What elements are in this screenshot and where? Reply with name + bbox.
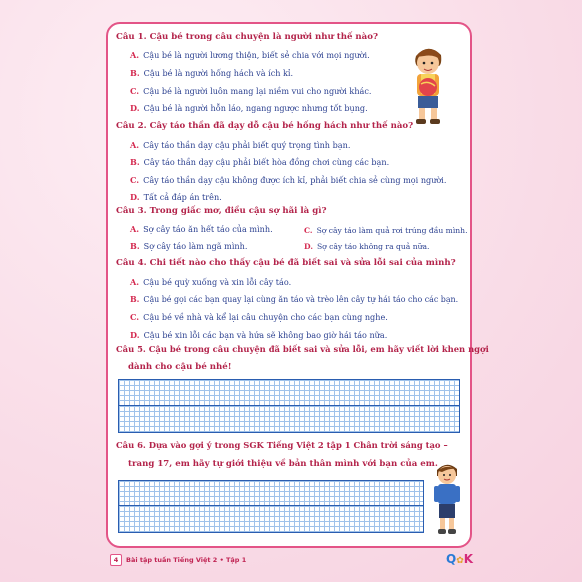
q3-option-a[interactable]: A. Sợ cây táo ăn hết táo của mình. xyxy=(130,224,273,234)
q1-option-a[interactable]: A. Cậu bé là người lương thiện, biết sẻ chia với mọi người. xyxy=(130,50,370,60)
standing-boy-illustration xyxy=(430,460,464,538)
page-number: 4 xyxy=(110,554,122,566)
q1-option-d[interactable]: D. Cậu bé là người hỗn láo, ngang ngược nhưng tốt bụng. xyxy=(130,103,368,113)
q2-option-b[interactable]: B. Cây táo thần dạy cậu phải biết hòa đồng chơi cùng các bạn. xyxy=(130,157,390,167)
publisher-logo: Q✿K xyxy=(446,552,474,566)
q4-option-b[interactable]: B. Cậu bé gọi các bạn quay lại cùng ăn táo và trèo lên cây tự hái táo cho các bạn. xyxy=(130,295,459,304)
writing-grid-q6-line-1[interactable] xyxy=(118,480,424,508)
q2-option-a[interactable]: A. Cây táo thần dạy cậu phải biết quý trọng tình bạn. xyxy=(130,140,351,150)
q2-option-d[interactable]: D. Tất cả đáp án trên. xyxy=(130,192,222,202)
book-title: Bài tập tuần Tiếng Việt 2 • Tập 1 xyxy=(126,556,247,564)
q4-option-c[interactable]: C. Cậu bé về nhà và kể lại câu chuyện cho các bạn cùng nghe. xyxy=(130,312,388,322)
question-6-title: Câu 6. Dựa vào gợi ý trong SGK Tiếng Việt 2 tập 1 Chân trời sáng tạo – xyxy=(116,440,448,450)
q1-option-c[interactable]: C. Cậu bé là người luôn mang lại niềm vui cho người khác. xyxy=(130,86,372,96)
question-4-title: Câu 4. Chi tiết nào cho thấy cậu bé đã biết sai và sửa lỗi sai của mình? xyxy=(116,258,456,268)
question-5-continuation: dành cho cậu bé nhé! xyxy=(128,362,232,372)
q4-option-d[interactable]: D. Cậu bé xin lỗi các bạn và hứa sẽ không bao giờ hái táo nữa. xyxy=(130,330,388,340)
question-6-continuation: trang 17, em hãy tự giới thiệu về bản thân mình với bạn của em. xyxy=(128,459,438,469)
writing-grid-q6-line-2[interactable] xyxy=(118,505,424,533)
boy-holding-ball-illustration xyxy=(404,42,452,128)
q3-option-c[interactable]: C. Sợ cây táo làm quả rơi trúng đầu mình. xyxy=(304,226,468,235)
page-footer xyxy=(110,554,246,566)
writing-grid-q5-line-1[interactable] xyxy=(118,379,460,407)
writing-grid-q5-line-2[interactable] xyxy=(118,405,460,433)
q4-option-a[interactable]: A. Cậu bé quỳ xuống và xin lỗi cây táo. xyxy=(130,277,292,287)
question-2-title: Câu 2. Cây táo thần đã dạy dỗ cậu bé hống hách như thế nào? xyxy=(116,121,414,131)
question-1-title: Câu 1. Cậu bé trong câu chuyện là người như thế nào? xyxy=(116,32,378,42)
question-5-title: Câu 5. Cậu bé trong câu chuyện đã biết sai và sửa lỗi, em hãy viết lời khen ngợi xyxy=(116,344,489,354)
q1-option-b[interactable]: B. Cậu bé là người hống hách và ích kỉ. xyxy=(130,68,294,78)
question-3-title: Câu 3. Trong giấc mơ, điều cậu sợ hãi là gì? xyxy=(116,206,327,216)
q3-option-d[interactable]: D. Sợ cây táo không ra quả nữa. xyxy=(304,242,430,251)
q2-option-c[interactable]: C. Cây táo thần dạy cậu không được ích kỉ, phải biết chia sẻ cùng mọi người. xyxy=(130,175,447,185)
q3-option-b[interactable]: B. Sợ cây táo làm ngã mình. xyxy=(130,241,248,251)
